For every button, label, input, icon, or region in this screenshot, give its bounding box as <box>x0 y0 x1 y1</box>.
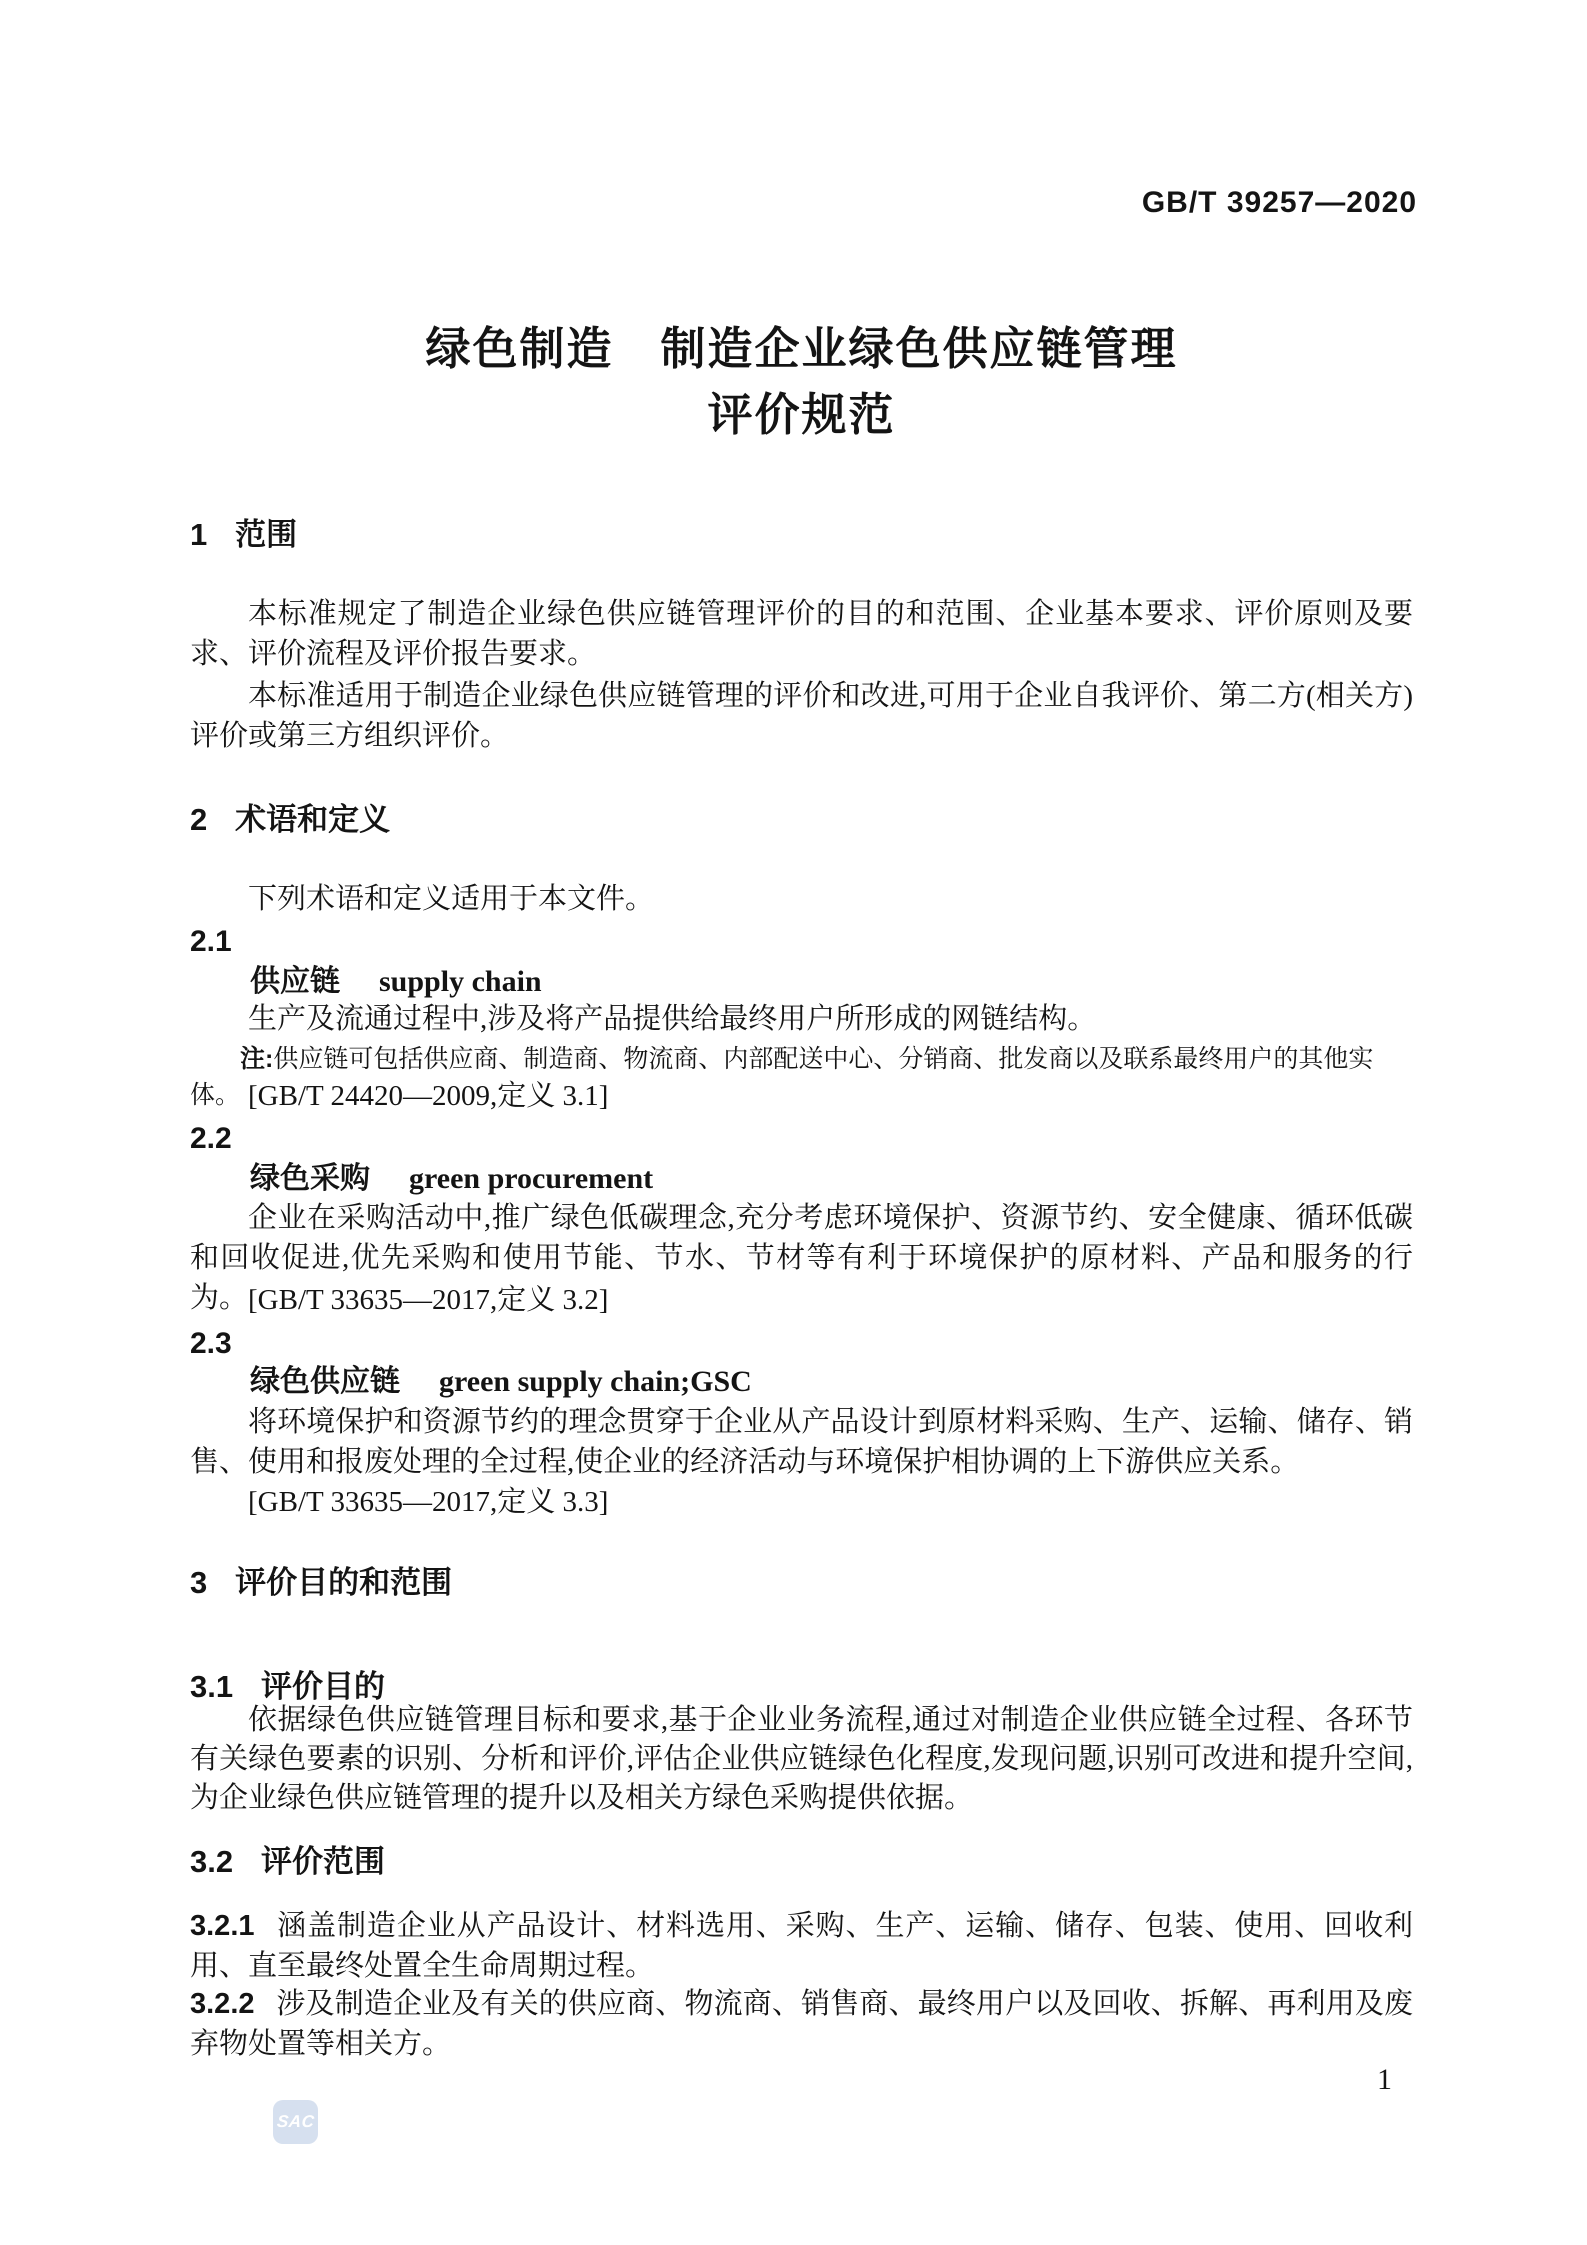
clause-2-intro: 下列术语和定义适用于本文件。 <box>248 883 655 915</box>
term-2-1-name-zh: 供应链 <box>250 965 340 998</box>
clause-3-heading <box>190 1563 1413 1603</box>
sac-logo <box>273 2100 318 2144</box>
term-2-2-name-en: green procurement <box>409 1162 654 1195</box>
term-2-2-definition: 企业在采购活动中,推广绿色低碳理念,充分考虑环境保护、资源节约、安全健康、循环低碳和回收促进,优先采购和使用节能、节水、节材等有利于环境保护的原材料、产品和服务的行为。 <box>190 1202 1413 1314</box>
clause-3-title: 评价目的和范围 <box>235 1565 453 1600</box>
term-2-1-name-en: supply chain <box>379 965 542 998</box>
clause-1-number: 1 <box>190 517 208 552</box>
clause-3-2-1-number: 3.2.1 <box>190 1910 255 1942</box>
clause-3-2-2-text: 涉及制造企业及有关的供应商、物流商、销售商、最终用户以及回收、拆解、再利用及废弃物处置等相关方。 <box>190 1988 1413 2060</box>
term-2-2-number: 2.2 <box>190 1122 232 1155</box>
doc-title-line-2: 评价规范 <box>707 389 896 440</box>
clause-1-title: 范围 <box>235 517 298 552</box>
term-2-1-name <box>190 963 1413 1001</box>
term-2-3-definition: 将环境保护和资源节约的理念贯穿于企业从产品设计到原材料采购、生产、运输、储存、销售、使用和报废处理的全过程,使企业的经济活动与环境保护相协调的上下游供应关系。 <box>190 1406 1413 1478</box>
clause-1-paragraph-2: 本标准适用于制造企业绿色供应链管理的评价和改进,可用于企业自我评价、第二方(相关方)评价或第三方组织评价。 <box>190 680 1413 752</box>
term-2-3-name-zh: 绿色供应链 <box>250 1365 400 1398</box>
clause-3-1-title: 评价目的 <box>261 1669 385 1704</box>
clause-3-1-body: 依据绿色供应链管理目标和要求,基于企业业务流程,通过对制造企业供应链全过程、各环节有关绿色要素的识别、分析和评价,评估企业供应链绿色化程度,发现问题,识别可改进和提升空间,为企业绿色供应链管理的提升以及相关方绿色采购提供依据。 <box>190 1704 1413 1814</box>
term-2-3-name-en: green supply chain;GSC <box>439 1365 752 1398</box>
clause-1-paragraph-1: 本标准规定了制造企业绿色供应链管理评价的目的和范围、企业基本要求、评价原则及要求、评价流程及评价报告要求。 <box>190 598 1413 670</box>
clause-3-2-2-number: 3.2.2 <box>190 1988 255 2020</box>
clause-3-1-number: 3.1 <box>190 1669 234 1704</box>
term-2-1-note-label: 注: <box>240 1045 274 1073</box>
page-number: 1 <box>1377 2063 1392 2096</box>
clause-3-2-title: 评价范围 <box>261 1844 385 1879</box>
term-2-1-source: [GB/T 24420—2009,定义 3.1] <box>248 1080 609 1112</box>
clause-3-2-1-text: 涵盖制造企业从产品设计、材料选用、采购、生产、运输、储存、包装、使用、回收利用、直至最终处置全生命周期过程。 <box>190 1910 1413 1982</box>
term-2-1-definition: 生产及流通过程中,涉及将产品提供给最终用户所形成的网链结构。 <box>248 1003 1097 1035</box>
clause-2-number: 2 <box>190 802 208 837</box>
clause-2-heading <box>190 800 1413 840</box>
doc-number: GB/T 39257—2020 <box>1141 186 1417 219</box>
doc-title-line-1: 绿色制造 制造企业绿色供应链管理 <box>425 323 1178 374</box>
term-2-2-source: [GB/T 33635—2017,定义 3.2] <box>248 1284 609 1316</box>
clause-3-2-1-item <box>190 1906 1413 1986</box>
clause-3-number: 3 <box>190 1565 208 1600</box>
clause-3-2-2-item <box>190 1984 1413 2064</box>
clause-2-title: 术语和定义 <box>235 802 391 837</box>
doc-title <box>190 316 1413 448</box>
clause-1-heading <box>190 515 1413 555</box>
sac-logo-text: SAC <box>275 2112 316 2131</box>
term-2-2-name <box>190 1160 1413 1198</box>
clause-3-2-number: 3.2 <box>190 1844 234 1879</box>
term-2-1-note-text: 供应链可包括供应商、制造商、物流商、内部配送中心、分销商、批发商以及联系最终用户的其他实体。 <box>190 1046 1374 1109</box>
term-2-3-name <box>190 1363 1413 1401</box>
term-2-3-source: [GB/T 33635—2017,定义 3.3] <box>248 1486 609 1518</box>
term-2-3-number: 2.3 <box>190 1327 232 1360</box>
term-2-2-name-zh: 绿色采购 <box>250 1162 370 1195</box>
term-2-1-number: 2.1 <box>190 925 232 958</box>
clause-3-2-heading <box>190 1842 1413 1882</box>
